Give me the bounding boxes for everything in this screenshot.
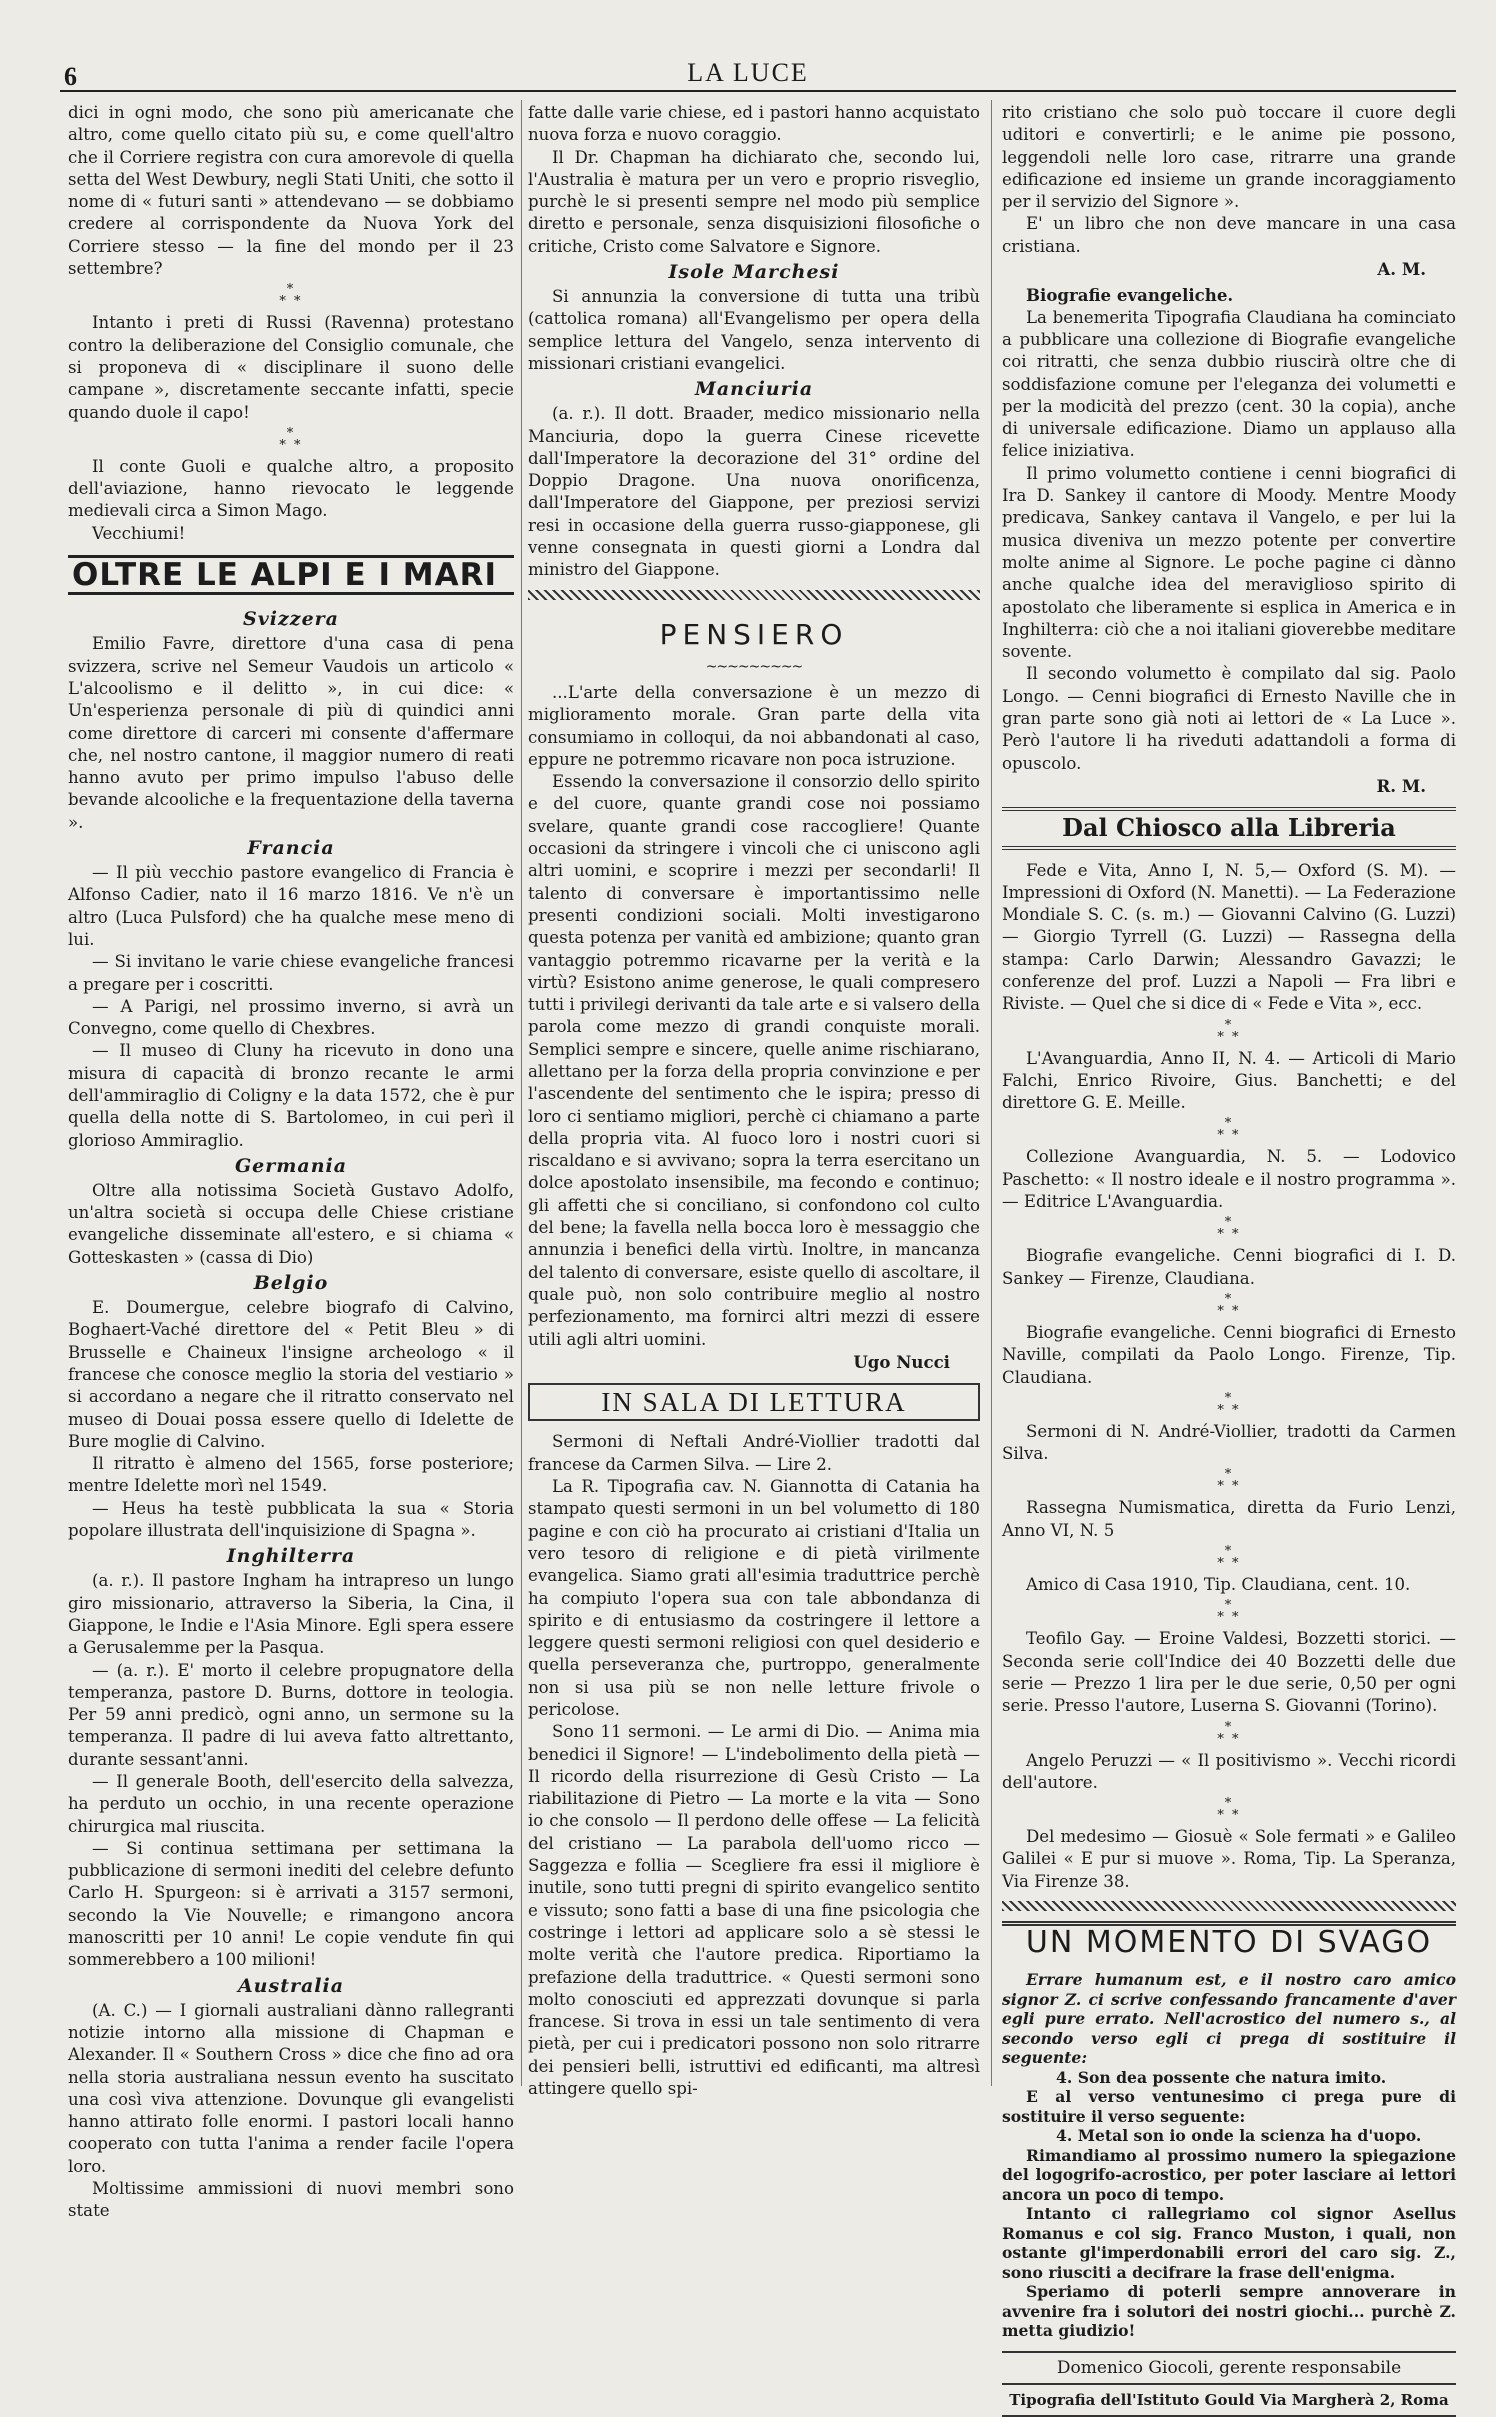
paragraph: Rimandiamo al prossimo numero la spiegazione del logogrifo-acrostico, per poter lasciare ai lettori ancora un poco di tempo.	[1002, 2145, 1456, 2204]
paragraph: E' un libro che non deve mancare in una casa cristiana.	[1002, 214, 1456, 256]
paragraph: Sono 11 sermoni. — Le armi di Dio. — Anima mia benedici il Signore! — L'indebolimento della pietà — Il ricordo della risurrezione di Gesù Cristo — La riabilitazione di Pietro — La morte e la vita — Sono io che consolo — Il perdono delle offese — La felicità del cristiano — La parabola dell'uomo ricco — Saggezza e follia — Scegliere fra essi il migliore è inutile, sono tutti pregni di spirito evangelico sentito e vissuto; sono fatti a base di una fine psicologia che costringe i lettori ad applicare solo a sè stessi le molte verità che l'autore predica. Riportiamo la prefazione della traduttrice. « Questi sermoni sono molto conosciuti ed apprezzati dovunque si parla francese. Si trova in essi un tale sentimento di vera pietà, per cui i predicatori possono non solo ritrarre dei pensieri belli, istruttivi ed edificanti, ma altresì attingere quello spi-	[528, 1722, 980, 2099]
gerente-line: Domenico Giocoli, gerente responsabile	[1002, 2351, 1456, 2385]
section-stars: * * *	[1217, 1467, 1241, 1495]
paragraph: Errare humanum est, e il nostro caro amico signor Z. ci scrive confessando francamente d'aver egli pure errato. Nell'acrostico del numero s., al secondo verso egli ci prega di sostituire il seguente:	[1002, 1970, 1456, 2068]
subhead-belgio: Belgio	[253, 1272, 329, 1295]
catalog-entry: Rassegna Numismatica, diretta da Furio Lenzi, Anno VI, N. 5	[1002, 1498, 1456, 1540]
paragraph: (A. C.) — I giornali australiani dànno rallegranti notizie intorno alla missione di Chapman e Alexander. Il « Southern Cross » dice che fino ad ora nella storia australiana nessun evento ha suscitato una così viva attenzione. Dovunque gli evangelisti hanno attirato folle enormi. I pastori locali hanno cooperato con tutta l'anima a render facile l'opera loro.	[68, 2000, 514, 2176]
section-stars: * * *	[1217, 1116, 1241, 1144]
section-stars: * * *	[1217, 1544, 1241, 1572]
paragraph: Il Dr. Chapman ha dichiarato che, secondo lui, l'Australia è matura per un vero e proprio risveglio, purchè le si presenti sempre nel modo più semplice diretto e personale, senza disquisizioni filosofiche o critiche, Cristo come Salvatore e Signore.	[528, 147, 980, 256]
paragraph: rito cristiano che solo può toccare il cuore degli uditori e convertirli; e le anime pie possono, leggendoli nelle loro case, ritrarre una grande edificazione ed insieme un grande incoraggiamento per il servizio del Signore ».	[1002, 103, 1456, 212]
catalog-entry: Teofilo Gay. — Eroine Valdesi, Bozzetti storici. — Seconda serie coll'Indice dei 40 Bozzetti delle due serie — Prezzo 1 lira per le due serie, 0,50 per ogni serie. Presso l'autore, Luserna S. Giovanni (Torino).	[1002, 1629, 1456, 1716]
paragraph: E al verso ventunesimo ci prega pure di sostituire il verso seguente:	[1002, 2087, 1456, 2126]
paragraph: Sermoni di Neftali André-Viollier tradotti dal francese da Carmen Silva. — Lire 2.	[528, 1432, 980, 1474]
catalog-entry: Del medesimo — Giosuè « Sole fermati » e Galileo Galilei « E pur si muove ». Roma, Tip. La Speranza, Via Firenze 38.	[1002, 1827, 1456, 1891]
paragraph: (a. r.). Il dott. Braader, medico missionario nella Manciuria, dopo la guerra Cinese ricevette dall'Imperatore la decorazione del 31° ordine del Doppio Dragone. Una nuova onorificenza, dall'Imperatore del Giappone, per preziosi servizi resi in occasione della guerra russo-giapponese, gli venne consegnata in questi giorni a Londra dal ministro del Giappone.	[528, 404, 980, 580]
paragraph: — Heus ha testè pubblicata la sua « Storia popolare illustrata dell'inquisizione di Spagna ».	[68, 1498, 514, 1541]
signature: R. M.	[1376, 775, 1426, 796]
paragraph: Il secondo volumetto è compilato dal sig. Paolo Longo. — Cenni biografici di Ernesto Naville che in gran parte sono già noti ai lettori de « La Luce ». Però l'autore li ha riveduti adattandoli a forma di opuscolo.	[1002, 664, 1456, 773]
paragraph: — A Parigi, nel prossimo inverno, si avrà un Convegno, come quello di Chexbres.	[68, 996, 514, 1039]
catalog-entry: Fede e Vita, Anno I, N. 5,— Oxford (S. M). — Impressioni di Oxford (N. Manetti). — La Federazione Mondiale S. C. (s. m.) — Giovanni Calvino (G. Luzzi) — Giorgio Tyrrell (G. Luzzi) — Rassegna della stampa: Carlo Darwin; Alessandro Gavazzi; le conferenze del prof. Luzzi a Napoli — Fra libri e Riviste. — Quel che si dice di « Fede e Vita », ecc.	[1002, 860, 1456, 1014]
subhead-francia: Francia	[247, 837, 335, 860]
subhead-svizzera: Svizzera	[243, 608, 339, 631]
paragraph: La benemerita Tipografia Claudiana ha cominciato a pubblicare una collezione di Biografie evangeliche coi ritratti, che senza dubbio riuscirà oltre che di soddisfazione comune per l'eleganza dei volumetti e per la modicità del prezzo (cent. 30 la copia), anche di universale edificazione. Diamo un applauso alla felice iniziativa.	[1002, 307, 1456, 461]
section-stars: * * *	[1217, 1796, 1241, 1824]
section-stars: * * *	[1217, 1291, 1241, 1319]
paragraph: Il ritratto è almeno del 1565, forse posteriore; mentre Idelette morì nel 1549.	[68, 1454, 514, 1496]
paragraph: dici in ogni modo, che sono più americanate che altro, come quello citato più su, e come quell'altro che il Corriere registra con cura amorevole di quella setta del West Dewbury, negli Stati Uniti, che sotto il nome di « futuri santi » attendevano — se dobbiamo credere al corrispondente da Nuova York del Corriere stesso — la fine del mondo per il 23 settembre?	[68, 103, 514, 279]
paragraph: Oltre alla notissima Società Gustavo Adolfo, un'altra società si occupa delle Chiese cristiane evangeliche disseminate all'estero, e si chiama « Gotteskasten » (cassa di Dio)	[68, 1180, 514, 1267]
paragraph: E. Doumergue, celebre biografo di Calvino, Boghaert-Vaché direttore del « Petit Bleu » di Brusselle e Chaineux l'insigne archeologo « il francese che conosce meglio la storia del vestiario » si accordano a negare che il ritratto conservato nel museo di Douai possa essere quello di Idelette de Bure moglie di Calvino.	[68, 1298, 514, 1451]
paragraph: Essendo la conversazione il consorzio dello spirito e del cuore, quante grandi cose noi possiamo svelare, quante grandi cose raccogliere! Quante occasioni da stringere i vincoli che ci uniscono agli altri uomini, e scoprire i mezzi per secondarli! Il talento di conversare è importantissimo nelle presenti condizioni sociali. Molti investigarono questa potenza per vanità ed ambizione; quanto gran vantaggio potremmo ricavarne per la verità e la virtù? Esistono anime generose, le quali compresero tutti i privilegi derivanti da tale arte e si valsero della parola come mezzo di grandi conquiste morali. Semplici sempre e sincere, quelle anime rischiarano, allettano per la forza della propria convinzione e per l'ascendente del sentimento che le ispira; presso di loro ci sentiamo migliori, perchè ci chiamano a parte della propria vita. Al fuoco loro i nostri cuori si riscaldano e si avvivano; sopra la terra esercitano un dolce apostolato insensibile, ma fecondo e continuo; gli affetti che si conciliano, si confondono col culto del bene; la favella nella bocca loro è messaggio che annunzia i benefici della virtù. Inoltre, in mancanza del talento di conversare, esiste quello di ascoltare, il quale può, non solo contribuire meglio al nostro perfezionamento, ma fornirci altri mezzi di essere utili agli altri uomini.	[528, 772, 980, 1349]
paragraph: (a. r.). Il pastore Ingham ha intrapreso un lungo giro missionario, attraverso la Siberia, la Cina, il Giappone, le Indie e l'Asia Minore. Egli spera essere a Gerusalemme per la Pasqua.	[68, 1571, 514, 1658]
paragraph: Il conte Guoli e qualche altro, a proposito dell'aviazione, hanno rievocato le leggende medievali circa a Simon Mago.	[68, 456, 514, 521]
paragraph: — Si invitano le varie chiese evangeliche francesi a pregare per i coscritti.	[68, 952, 514, 994]
subhead-australia: Australia	[237, 1974, 345, 1997]
section-title-chiosco: Dal Chiosco alla Libreria	[1002, 807, 1456, 849]
paragraph: Si annunzia la conversione di tutta una tribù (cattolica romana) all'Evangelismo per opera della semplice lettura del Vangelo, senza intervento di missionari cristiani evangelici.	[528, 287, 980, 373]
paragraph: — (a. r.). E' morto il celebre propugnatore della temperanza, pastore D. Burns, dottore in teologia. Per 59 anni predicò, ogni anno, un sermone su la temperanza. Il padre di lui aveva fatto altrettanto, durante sessant'anni.	[68, 1660, 514, 1769]
signature: A. M.	[1377, 259, 1426, 280]
svago-block	[1002, 1970, 1456, 2341]
column-3	[1002, 102, 1456, 2417]
paragraph: 4. Metal son io onde la scienza ha d'uopo.	[1056, 2126, 1422, 2146]
ornamental-rule	[528, 590, 980, 600]
paragraph: — Il museo di Cluny ha ricevuto in dono una misura di capacità di bronzo recante le armi dell'ammiraglio di Coligny e la data 1572, che è pur quella della notte di S. Bartolomeo, in cui perì il glorioso Ammiraglio.	[68, 1041, 514, 1150]
paragraph: Il primo volumetto contiene i cenni biografici di Ira D. Sankey il cantore di Moody. Mentre Moody predicava, Sankey cantava il Vangelo, e per lui la musica diveniva un mezzo potente per convertire molte anime al Signore. Le poche pagine ci dànno anche qualche idea del meraviglioso spirito di apostolato che liberamente si esplica in America e in Inghilterra: ciò che a noi italiani gioverebbe meditare sovente.	[1002, 463, 1456, 662]
column-divider	[521, 100, 522, 2086]
paragraph: — Il più vecchio pastore evangelico di Francia è Alfonso Cadier, nato il 16 marzo 1816. Ve n'è un altro (Luca Pulsford) che ha qualche mese meno di lui.	[68, 863, 514, 949]
paragraph: Emilio Favre, direttore d'una casa di pena svizzera, scrive nel Semeur Vaudois un articolo « L'alcoolismo e il delitto », in cui dice: « Un'esperienza personale di più di quindici anni come direttore di carceri mi consente d'affermare che, nel nostro cantone, il maggior numero di reati hanno avuto per primo impulso l'abuso delle bevande alcooliche e la frequentazione della taverna ».	[68, 634, 514, 832]
catalog-entry: Biografie evangeliche. Cenni biografici di I. D. Sankey — Firenze, Claudiana.	[1002, 1246, 1456, 1288]
catalog-entry: Biografie evangeliche. Cenni biografici di Ernesto Naville, compilati da Paolo Longo. Firenze, Tip. Claudiana.	[1002, 1322, 1456, 1387]
section-title-pensiero: PENSIERO	[659, 617, 849, 651]
catalog-list	[1002, 860, 1456, 1894]
section-title-svago: UN MOMENTO DI SVAGO	[1002, 1921, 1456, 1960]
subhead-inghilterra: Inghilterra	[226, 1545, 356, 1568]
paragraph: La R. Tipografia cav. N. Giannotta di Catania ha stampato questi sermoni in un bel volumetto di 180 pagine e con ciò ha procurato ai cristiani d'Italia un vero tesoro di religione e di pietà virilmente evangelica. Siamo grati all'esimia traduttrice perchè ha compiuto l'opera sua con tale abbondanza di spirito e di entusiasmo da costringere il lettore a leggere questi sermoni religiosi con quel desiderio e quella perseveranza che, purtroppo, generalmente non si usa più se non nelle letture frivole o pericolose.	[528, 1477, 980, 1719]
catalog-entry: Amico di Casa 1910, Tip. Claudiana, cent. 10.	[1026, 1575, 1411, 1595]
catalog-entry: L'Avanguardia, Anno II, N. 4. — Articoli di Mario Falchi, Enrico Rivoire, Gius. Banchetti; e del direttore G. E. Meille.	[1002, 1048, 1456, 1113]
column-1	[68, 102, 514, 2223]
section-stars: * * *	[1217, 1598, 1241, 1626]
page-number: 6	[64, 62, 77, 91]
section-title-sala: IN SALA DI LETTURA	[528, 1383, 980, 1421]
paragraph: Vecchiumi!	[92, 523, 186, 543]
subhead-marchesi: Isole Marchesi	[668, 261, 840, 284]
catalog-entry: Collezione Avanguardia, N. 5. — Lodovico Paschetto: « Il nostro ideale e il nostro programma ». — Editrice L'Avanguardia.	[1002, 1147, 1456, 1212]
paragraph: — Il generale Booth, dell'esercito della salvezza, ha perduto un occhio, in una recente operazione chirurgica mal riuscita.	[68, 1772, 514, 1836]
paragraph: ...L'arte della conversazione è un mezzo di miglioramento morale. Gran parte della vita consumiamo in colloqui, da noi abbandonati al caso, eppure ne potremmo ricavare non poca istruzione.	[528, 682, 980, 769]
signature: Ugo Nucci	[853, 1351, 950, 1372]
paragraph: Intanto ci rallegriamo col signor Asellus Romanus e col sig. Franco Muston, i quali, non ostante gl'imperdonabili errori del caro sig. Z., sono riusciti a decifrare la frase dell'enigma.	[1002, 2204, 1456, 2282]
paragraph: Intanto i preti di Russi (Ravenna) protestano contro la deliberazione del Consiglio comunale, che si proponeva di « disciplinare il suono delle campane », discretamente seccante infatti, specie quando duole il capo!	[68, 313, 514, 422]
section-title-oltre: OLTRE LE ALPI E I MARI	[68, 555, 514, 595]
section-stars: * * *	[1217, 1390, 1241, 1418]
paragraph: Speriamo di poterli sempre annoverare in avvenire fra i solutori dei nostri giochi... purchè Z. metta giudizio!	[1002, 2282, 1456, 2341]
printer-line: Tipografia dell'Istituto Gould Via Margherà 2, Roma	[1002, 2385, 1456, 2417]
subhead-biografie: Biografie evangeliche.	[1026, 285, 1234, 306]
wavy-rule: ~~~~~~~~~	[705, 658, 803, 675]
column-divider	[991, 100, 992, 2086]
ornamental-rule	[1002, 1901, 1456, 1911]
paragraph: Moltissime ammissioni di nuovi membri sono state	[68, 2179, 514, 2221]
subhead-germania: Germania	[234, 1154, 348, 1177]
column-2	[528, 102, 980, 2100]
paragraph: 4. Son dea possente che natura imito.	[1056, 2067, 1387, 2087]
section-stars: * * *	[279, 282, 303, 310]
paragraph: fatte dalle varie chiese, ed i pastori hanno acquistato nuova forza e nuovo coraggio.	[528, 103, 980, 145]
section-stars: * * *	[1217, 1719, 1241, 1747]
paragraph: — Si continua settimana per settimana la pubblicazione di sermoni inediti del celebre defunto Carlo H. Spurgeon: si è arrivati a 3157 sermoni, secondo la Vie Nouvelle; e rimangono ancora manoscritti per 10 anni! Le copie vendute fin qui sommerebbero a 100 milioni!	[68, 1838, 514, 1970]
running-title: LA LUCE	[687, 58, 809, 87]
subhead-manciuria: Manciuria	[694, 378, 814, 401]
catalog-entry: Angelo Peruzzi — « Il positivismo ». Vecchi ricordi dell'autore.	[1002, 1750, 1456, 1792]
header-rule	[60, 90, 1456, 92]
section-stars: * * *	[1217, 1215, 1241, 1243]
catalog-entry: Sermoni di N. André-Viollier, tradotti da Carmen Silva.	[1002, 1421, 1456, 1464]
section-stars: * * *	[1217, 1017, 1241, 1045]
section-stars: * * *	[279, 425, 303, 453]
